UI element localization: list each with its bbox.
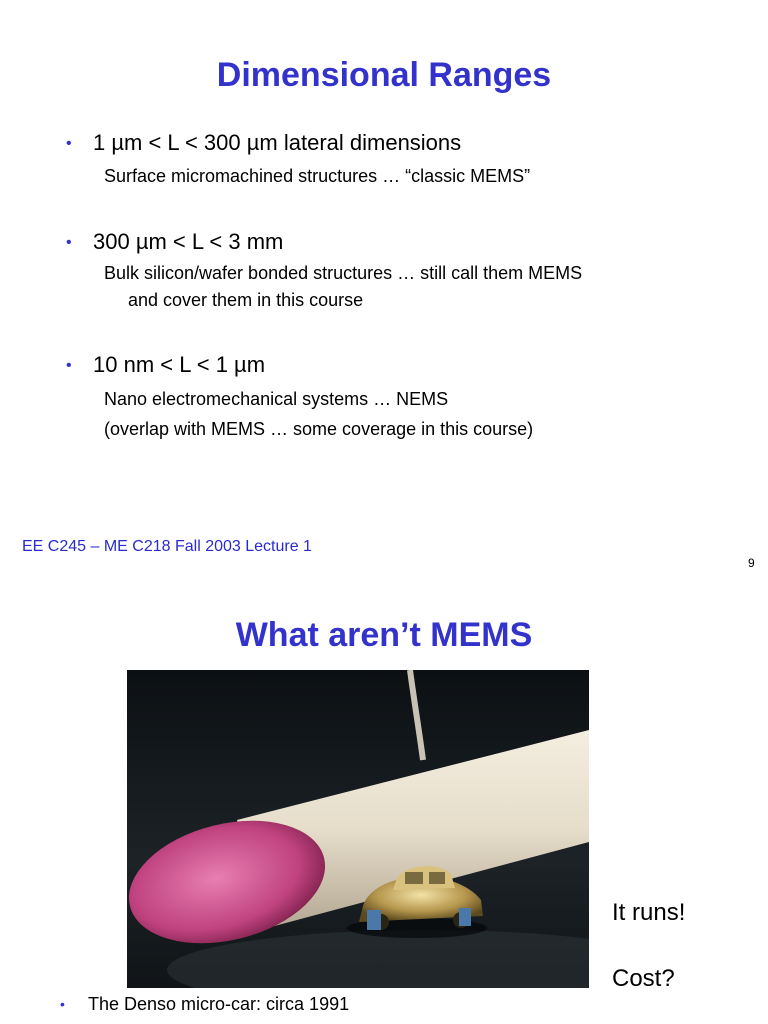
slide-what-arent-mems	[0, 580, 768, 1024]
slide-footer: EE C245 – ME C218 Fall 2003 Lecture 1	[22, 538, 312, 555]
bullet-text: 10 nm < L < 1 µm	[93, 352, 266, 377]
micro-car-photo	[127, 670, 589, 988]
sub-text: Surface micromachined structures … “classic MEMS”	[104, 166, 531, 186]
bullet-text: The Denso micro-car: circa 1991	[88, 994, 350, 1014]
sub-text: (overlap with MEMS … some coverage in this course)	[104, 419, 534, 439]
slide-title: What aren’t MEMS	[235, 616, 533, 654]
bullet-dot-icon: •	[60, 996, 65, 1012]
page-number: 9	[748, 556, 755, 570]
bullet-dot-icon: •	[66, 135, 72, 152]
cost-text: Cost?	[612, 965, 675, 992]
sub-text: and cover them in this course	[128, 290, 364, 310]
bullet-text: 1 µm < L < 300 µm lateral dimensions	[93, 130, 462, 155]
sub-text: Nano electromechanical systems … NEMS	[104, 389, 449, 409]
bullet-dot-icon: •	[66, 234, 72, 251]
it-runs-text: It runs!	[612, 899, 686, 926]
sub-text: Bulk silicon/wafer bonded structures … still call them MEMS	[104, 263, 583, 283]
bullet-text: 300 µm < L < 3 mm	[93, 229, 284, 254]
slide-title: Dimensional Ranges	[216, 56, 552, 94]
bullet-dot-icon: •	[66, 357, 72, 374]
